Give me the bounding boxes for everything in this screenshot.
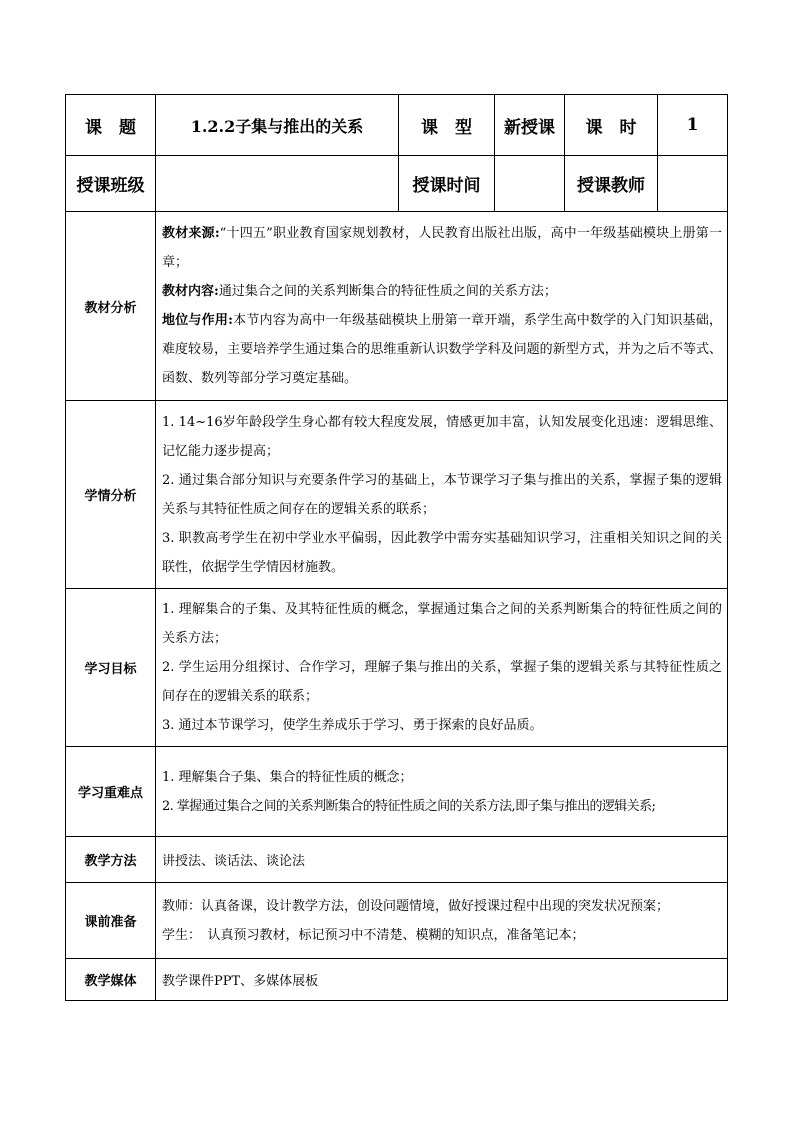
header-row-2	[66, 156, 728, 212]
material-analysis-row	[66, 212, 728, 401]
methods-row	[66, 837, 728, 883]
objectives-content	[156, 589, 728, 747]
methods-text: 讲授法、谈话法、谈论法	[156, 837, 728, 883]
lesson-plan-table	[65, 94, 728, 1001]
media-text: 教学课件PPT、多媒体展板	[156, 959, 728, 1001]
header-row-1	[66, 95, 728, 156]
lesson-type: 新授课	[495, 95, 565, 156]
key-points-content	[156, 747, 728, 837]
period-label: 课 时	[565, 95, 658, 156]
source-title: 教材来源:	[162, 226, 220, 241]
source-text: “十四五”职业教育国家规划教材，人民教育出版社出版，高中一年级基础模块上册第一章；	[162, 226, 722, 270]
content-text: 通过集合之间的关系判断集合的特征性质之间的关系方法；	[218, 284, 557, 299]
learner-analysis-row	[66, 401, 728, 589]
period-value: 1	[658, 95, 728, 156]
preparation-teacher: 教师：认真备课，设计教学方法，创设问题情境，做好授课过程中出现的突发状况预案；	[162, 898, 670, 914]
content-title: 教材内容:	[162, 284, 219, 299]
class-label: 授课班级	[66, 156, 156, 212]
objective-item-3: 3. 通过本节课学习，使学生养成乐于学习、勇于探索的良好品质。	[162, 718, 543, 733]
time-label: 授课时间	[399, 156, 495, 212]
preparation-row	[66, 883, 728, 959]
preparation-student: 学生： 认真预习教材，标记预习中不清楚、模糊的知识点，准备笔记本；	[162, 927, 585, 943]
key-points-row	[66, 747, 728, 837]
class-value	[156, 156, 399, 212]
preparation-label: 课前准备	[66, 883, 156, 959]
media-label: 教学媒体	[66, 959, 156, 1001]
learner-item-1: 1. 14~16岁年龄段学生身心都有较大程度发展，情感更加丰富，认知发展变化迅速：逻辑思维、记忆能力逐步提高；	[162, 414, 722, 459]
key-point-item-1: 1. 理解集合子集、集合的特征性质的概念；	[162, 769, 413, 785]
methods-label: 教学方法	[66, 837, 156, 883]
learner-analysis-content	[156, 401, 728, 589]
objective-item-1: 1. 理解集合的子集、及其特征性质的概念，掌握通过集合之间的关系判断集合的特征性质之间的关系方法；	[162, 602, 722, 646]
time-value	[495, 156, 565, 212]
objectives-label: 学习目标	[66, 589, 156, 747]
media-row	[66, 959, 728, 1001]
material-analysis-content	[156, 212, 728, 401]
lesson-type-label: 课 型	[399, 95, 495, 156]
objectives-row	[66, 589, 728, 747]
learner-item-3: 3. 职教高考学生在初中学业水平偏弱，因此教学中需夯实基础知识学习，注重相关知识之间的关联性，依据学生学情因材施教。	[162, 530, 722, 575]
teacher-value	[658, 156, 728, 212]
role-title: 地位与作用:	[162, 313, 233, 328]
preparation-content	[156, 883, 728, 959]
learner-item-2: 2. 通过集合部分知识与充要条件学习的基础上，本节课学习子集与推出的关系，掌握子集的逻辑关系与其特征性质之间存在的逻辑关系的联系；	[162, 472, 722, 517]
objective-item-2: 2. 学生运用分组探讨、合作学习，理解子集与推出的关系，掌握子集的逻辑关系与其特征性质之间存在的逻辑关系的联系；	[162, 660, 722, 704]
teacher-label: 授课教师	[565, 156, 658, 212]
key-point-item-2: 2. 掌握通过集合之间的关系判断集合的特征性质之间的关系方法,即子集与推出的逻辑关系;	[162, 798, 656, 814]
material-analysis-label: 教材分析	[66, 212, 156, 401]
key-points-label: 学习重难点	[66, 747, 156, 837]
course-title-label: 课 题	[66, 95, 156, 156]
learner-analysis-label: 学情分析	[66, 401, 156, 589]
course-title: 1.2.2子集与推出的关系	[156, 95, 399, 156]
role-text: 本节内容为高中一年级基础模块上册第一章开端，系学生高中数学的入门知识基础，难度较易，主要培养学生通过集合的思维重新认识数学学科及问题的新型方式，并为之后不等式、函数、数列等部分学习奠定基础。	[162, 313, 722, 386]
